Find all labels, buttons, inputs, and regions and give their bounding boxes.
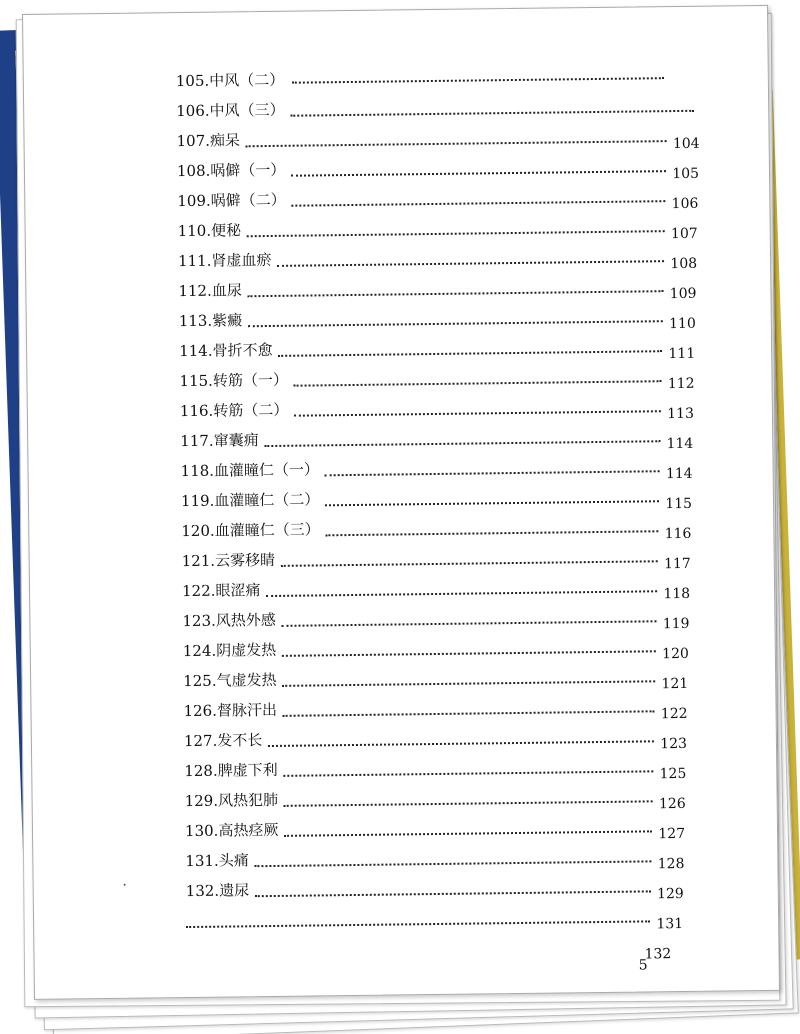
entry-number: 129. <box>184 791 219 811</box>
entry-title: 阴虚发热 <box>216 640 277 660</box>
entry-number: 122. <box>181 581 216 601</box>
entry-number: 119. <box>180 491 215 511</box>
leader-dots <box>247 208 665 237</box>
entry-number: 124. <box>182 641 217 661</box>
entry-page-number: 126 <box>658 795 686 813</box>
entry-title: 督脉汗出 <box>216 700 278 720</box>
entry-title: 血灌瞳仁（一） <box>213 460 320 480</box>
entry-number: 112. <box>178 281 212 301</box>
entry-title: 骨折不愈 <box>212 340 273 360</box>
entry-page-number: 121 <box>661 675 689 693</box>
leader-dots <box>282 598 657 627</box>
leader-dots <box>291 148 666 177</box>
leader-dots <box>268 718 654 747</box>
entry-number: 107. <box>176 131 211 151</box>
entry-page-number: 109 <box>669 285 697 303</box>
entry-number: 105. <box>175 71 210 91</box>
entry-title: 窜囊痈 <box>213 431 259 450</box>
entry-title: 紫癜 <box>212 311 243 330</box>
leader-dots <box>246 118 667 147</box>
entry-title: 血灌瞳仁（三） <box>214 520 320 540</box>
entry-number: 127. <box>183 731 218 751</box>
entry-number: 118. <box>180 461 215 481</box>
toc-page <box>22 5 780 1000</box>
leader-dots <box>248 268 664 297</box>
entry-page-number: 129 <box>656 885 684 903</box>
leader-dots <box>186 898 651 928</box>
entry-title: 中风（二） <box>209 70 285 90</box>
entry-number: 110. <box>177 221 212 241</box>
entry-number: 131. <box>185 851 219 871</box>
leader-dots <box>255 868 651 897</box>
entry-number: 114. <box>179 341 213 361</box>
entry-page-number: 110 <box>669 315 696 333</box>
entry-title: 云雾移睛 <box>214 550 276 570</box>
entry-page-number: 107 <box>670 225 698 243</box>
page-folio: 5 <box>638 957 648 974</box>
entry-number: 125. <box>183 671 217 691</box>
entry-page-number: 113 <box>667 405 695 423</box>
entry-page-number: 104 <box>672 135 700 153</box>
entry-number: 109. <box>177 191 211 211</box>
leader-dots <box>284 808 652 836</box>
entry-title: 转筋（一） <box>212 370 289 390</box>
leader-dots <box>294 358 662 386</box>
entry-title: 气虚发热 <box>216 670 277 690</box>
leader-dots <box>326 508 659 536</box>
entry-page-number: 123 <box>660 735 688 753</box>
entry-page-number: 132 <box>644 946 672 963</box>
entry-title: 中风（三） <box>209 100 285 120</box>
entry-title: 高热痉厥 <box>218 820 279 840</box>
leader-dots <box>283 748 653 777</box>
leader-dots <box>281 538 658 567</box>
entry-page-number: 114 <box>666 435 694 453</box>
entry-number: 128. <box>184 761 218 781</box>
table-of-contents <box>23 6 779 999</box>
entry-number: 120. <box>181 521 215 541</box>
entry-title: 眼涩痛 <box>215 581 261 600</box>
leader-dots <box>255 838 652 867</box>
entry-title: 痴呆 <box>209 131 241 150</box>
leader-dots <box>325 478 659 506</box>
entry-page-number: 105 <box>672 165 700 183</box>
entry-page-number: 131 <box>656 915 684 933</box>
entry-number: 116. <box>179 401 214 421</box>
entry-title: 转筋（二） <box>213 400 289 420</box>
leader-dots <box>283 688 655 717</box>
entry-number: 108. <box>176 161 211 181</box>
entry-number: 121. <box>181 551 216 571</box>
entry-title: 㖞僻（二） <box>210 190 286 210</box>
entry-page-number: 119 <box>662 615 690 633</box>
entry-title: 脾虚下利 <box>217 760 278 780</box>
entry-page-number: 127 <box>658 825 686 843</box>
entry-number: 130. <box>184 821 219 841</box>
entry-page-number: 112 <box>667 375 695 393</box>
entry-number: 126. <box>183 701 218 721</box>
leader-dots <box>264 418 660 447</box>
entry-number: 123. <box>182 611 216 631</box>
entry-number: 113. <box>178 311 213 331</box>
entry-title: 头痛 <box>218 851 249 870</box>
entry-title: 风热犯肺 <box>217 790 279 810</box>
entry-number: 117. <box>180 431 214 451</box>
toc-entry-tail <box>644 934 684 964</box>
entry-title: 血尿 <box>211 281 242 300</box>
stray-mark <box>124 884 126 886</box>
entry-page-number: 122 <box>660 705 688 723</box>
entry-title: 风热外感 <box>215 610 276 630</box>
entry-title: 遗尿 <box>219 881 250 900</box>
entry-title: 血灌瞳仁（二） <box>214 490 320 510</box>
leader-dots <box>292 69 664 84</box>
leader-dots <box>290 88 694 117</box>
entry-page-number: 125 <box>659 765 687 783</box>
entry-title: 肾虚血瘀 <box>211 250 272 270</box>
entry-number: 132. <box>185 881 220 901</box>
entry-title: 㖞僻（一） <box>210 160 286 180</box>
leader-dots <box>294 388 661 416</box>
leader-dots <box>277 238 664 267</box>
entry-number: 115. <box>179 371 214 391</box>
leader-dots <box>278 328 662 357</box>
entry-page-number: 120 <box>662 645 689 663</box>
leader-dots <box>325 448 660 476</box>
entry-page-number: 115 <box>665 495 693 513</box>
entry-page-number: 116 <box>664 525 692 543</box>
entry-page-number: 117 <box>663 555 691 573</box>
entry-page-number: 118 <box>663 585 691 603</box>
toc-entry <box>186 904 683 940</box>
entry-title: 发不长 <box>217 731 263 750</box>
leader-dots <box>282 658 655 687</box>
entry-page-number: 106 <box>671 195 699 213</box>
leader-dots <box>248 298 663 327</box>
entry-page-number: 108 <box>670 255 698 273</box>
entry-number: 111. <box>177 251 212 271</box>
entry-page-number: 111 <box>668 345 696 363</box>
leader-dots <box>292 178 666 207</box>
leader-dots <box>282 628 656 657</box>
entry-page-number: 114 <box>665 465 693 483</box>
entry-number: 106. <box>176 101 210 121</box>
leader-dots <box>266 568 657 597</box>
leader-dots <box>284 778 653 807</box>
entry-page-number: 128 <box>657 855 685 873</box>
entry-title: 便秘 <box>210 221 242 240</box>
